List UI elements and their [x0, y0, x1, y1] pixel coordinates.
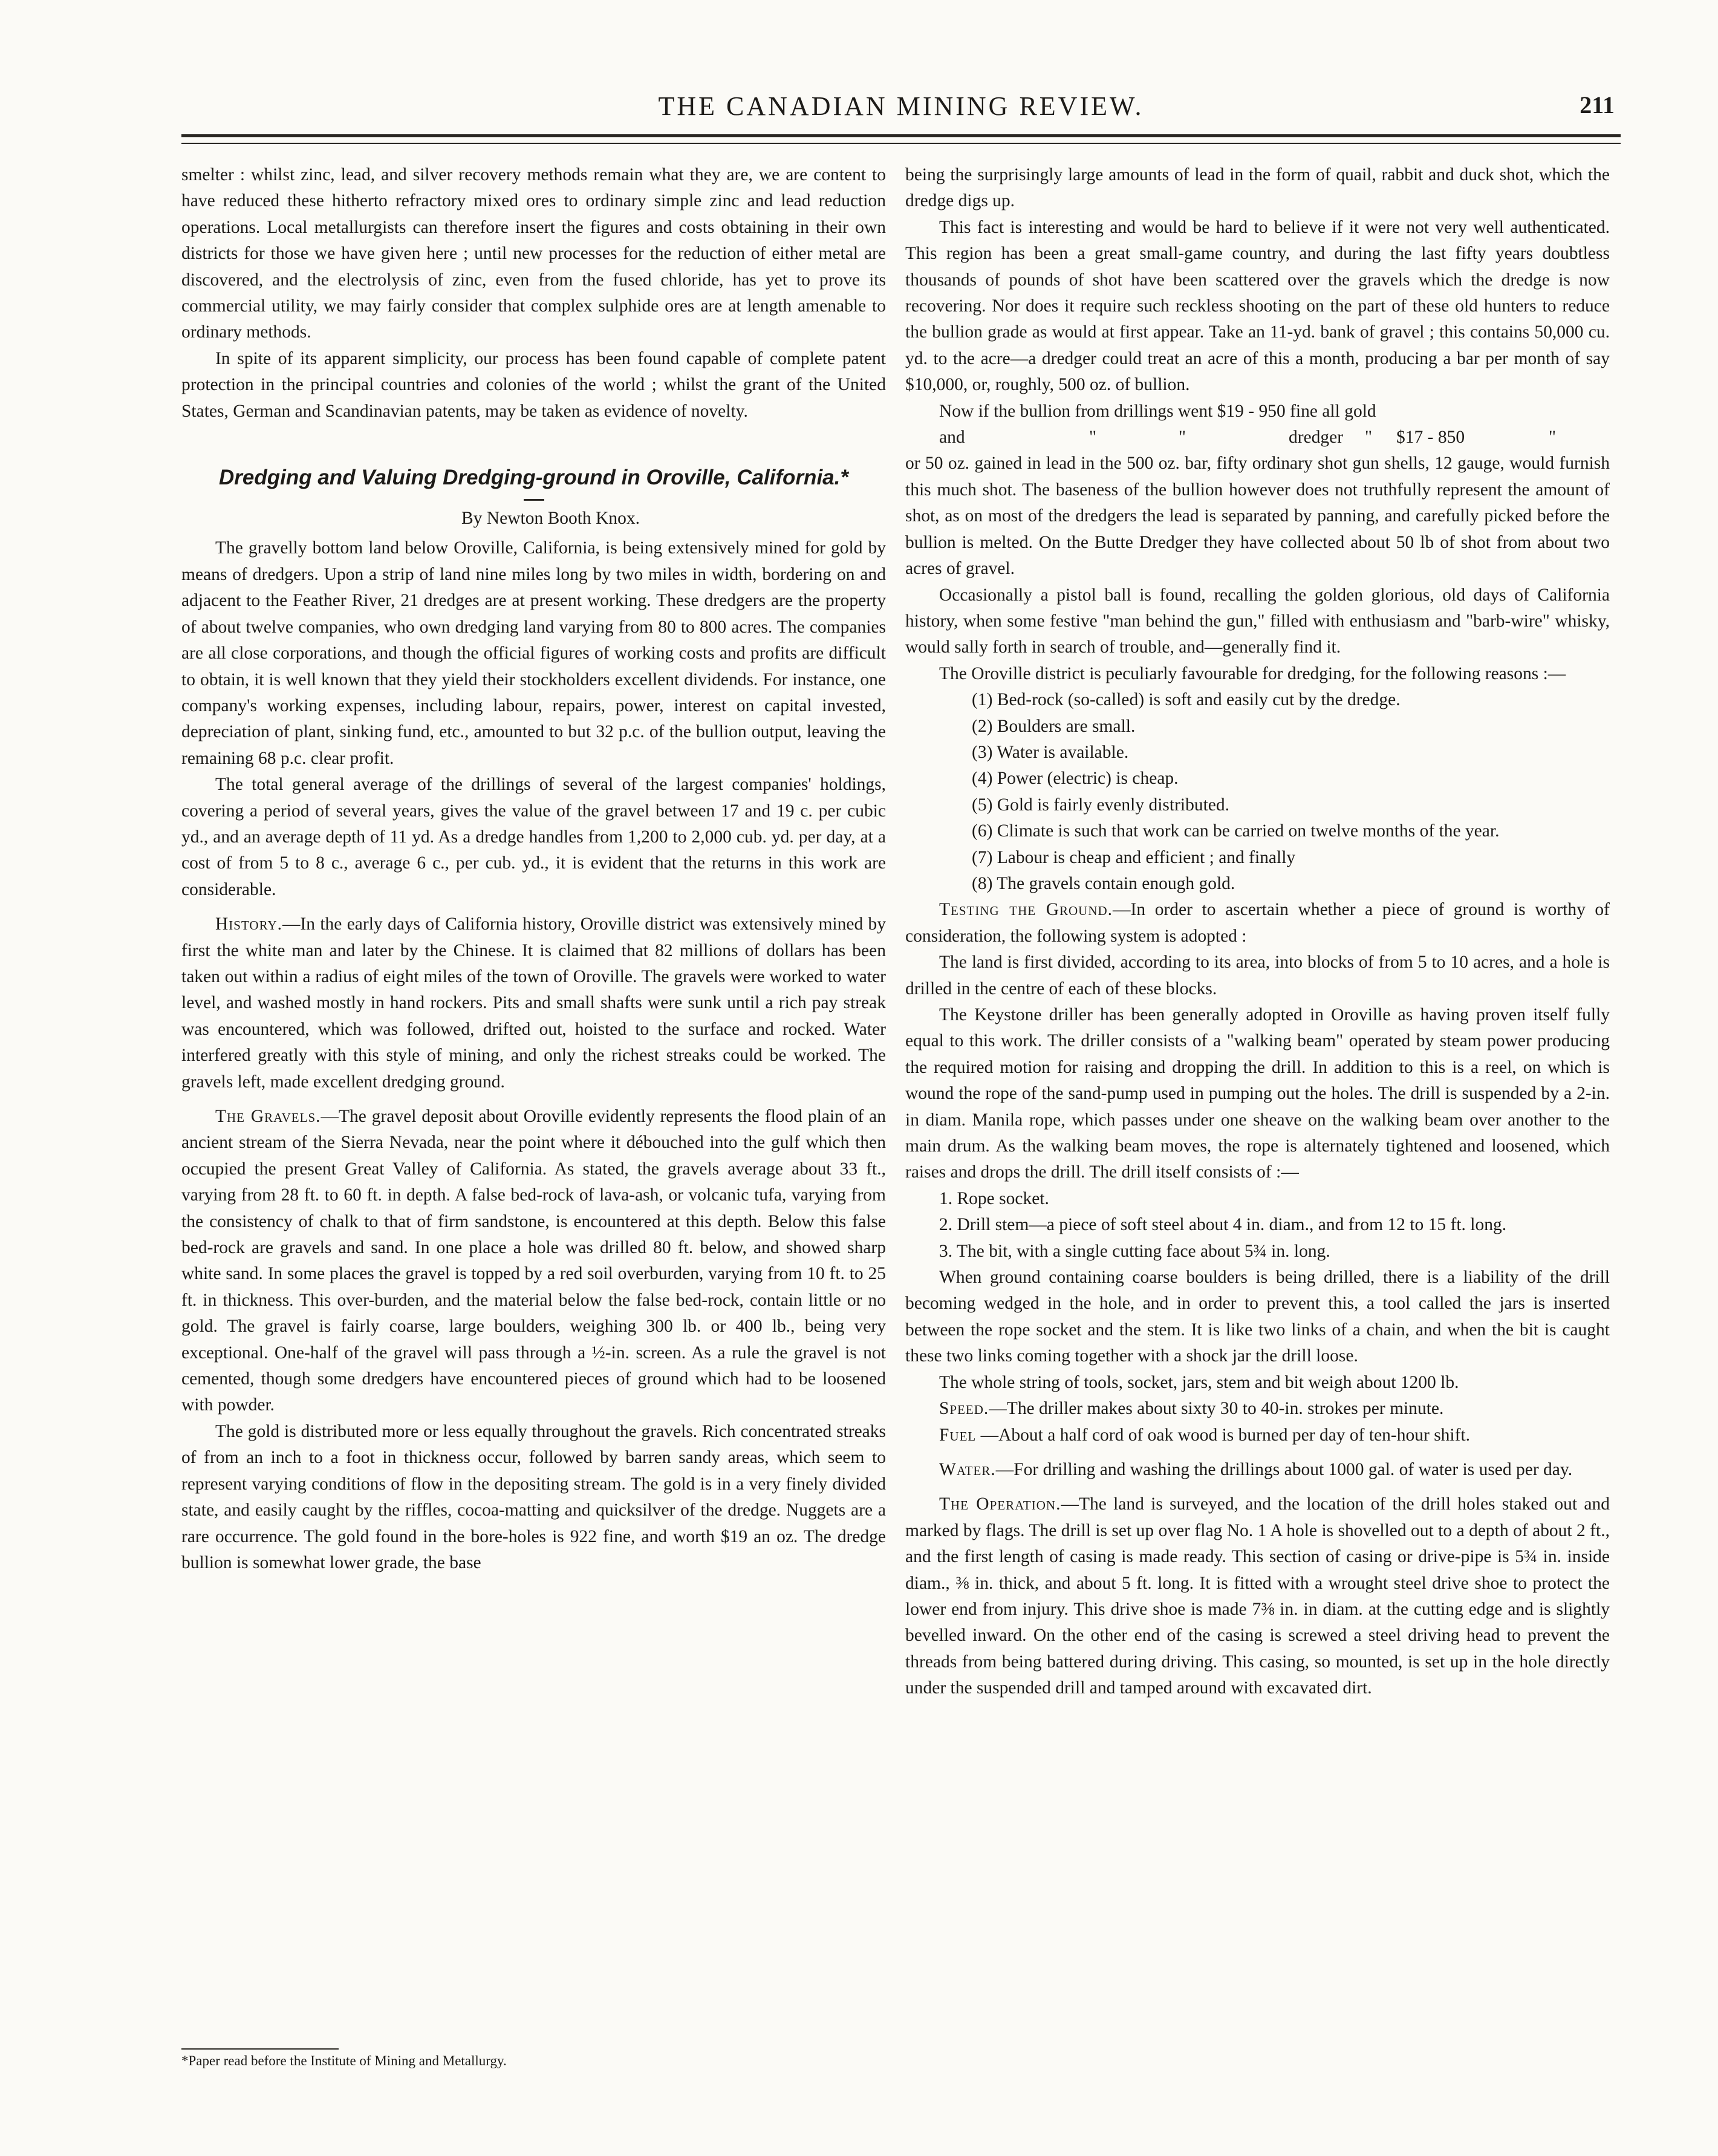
bullion-dredger: dredger: [1289, 428, 1344, 448]
ditto-mark: ": [1179, 428, 1186, 448]
list-item: (7) Labour is cheap and efficient ; and finally: [972, 847, 1296, 867]
footnote: *Paper read before the Institute of Mining and Metallurgy.: [181, 2053, 507, 2068]
ditto-mark: ": [1089, 428, 1097, 448]
ditto-mark: ": [1365, 428, 1373, 448]
footnote-rule: [181, 2048, 339, 2050]
paragraph-text: —The gravel deposit about Oroville evidently represents the flood plain of an ancient stream of the Sierra Nevada, near the point where it débouched into the gulf which then occupied the present Great Valley of California. As stated, the gravels average about 33 ft., varying from 28 ft. to 60 ft. in depth. A false bed-rock of lava-ash, or volcanic tufa, varying from the consistency of chalk to that of firm sandstone, is encountered at this depth. Below this false bed-rock are gravels and sand. In one place a hole was drilled 80 ft. below, and showed sharp white sand. In some places the gravel is topped by a red soil overburden, varying from 10 ft. to 25 ft. in thickness. This over-burden, and the material below the false bed-rock, contain little or no gold. The gravel is fairly coarse, large boulders, weighing 300 lb. or 400 lb., being very exceptional. One-half of the gravel will pass through a ½-in. screen. As a rule the gravel is not cemented, though some dredgers have encountered pieces of ground which had to be loosened with powder.: [181, 1107, 886, 1415]
paragraph-speed: [905, 1396, 1610, 1422]
paragraph-history: [181, 911, 886, 1095]
paragraph: When ground containing coarse boulders is being drilled, there is a liability of the drill becoming wedged in the hole, and in order to prevent this, a tool called the jars is inserted between the rope socket and the stem. It is like two links of a chain, and when the bit is caught these two links coming together with a shock jar the drill loose.: [905, 1268, 1610, 1366]
bullion-value: $17 - 850: [1396, 428, 1465, 448]
paragraph: The gold is distributed more or less equally throughout the gravels. Rich concentrated streaks of from an inch to a foot in thickness occur, followed by barren sandy areas, which seem to represent varying conditions of flow in the depositing stream. The gold is in a very finely divided state, and easily caught by the riffles, cocoa-matting and quicksilver of the dredge. Nuggets are a rare occurrence. The gold found in the bore-holes is 922 fine, and worth $19 an oz. The dredge bullion is somewhat lower grade, the base: [181, 1421, 886, 1572]
page-number: 211: [1580, 91, 1615, 119]
paragraph: In spite of its apparent simplicity, our process has been found capable of complete patent protection in the principal countries and colonies of the world ; whilst the grant of the United States, German and Scandinavian patents, may be taken as evidence of novelty.: [181, 348, 886, 421]
paragraph: The Keystone driller has been generally adopted in Oroville as having proven itself fully equal to this work. The driller consists of a "walking beam" operated by steam power producing the required motion for raising and dropping the drill. In addition to this is a reel, on which is wound the rope of the sand-pump used in pumping out the holes. The drill is suspended by a 2-in. in diam. Manila rope, which passes under one sheave on the walking beam over another to the main drum. As the walking beam moves, the rope is alternately tightened and loosened, which raises and drops the drill. The drill itself consists of :—: [905, 1005, 1610, 1182]
paragraph: smelter : whilst zinc, lead, and silver recovery methods remain what they are, we are content to have reduced these hitherto refractory mixed ores to ordinary simple zinc and lead reduction operations. Local metallurgists can therefore insert the figures and costs obtaining in their own districts for those we have given here ; until new processes for the reduction of either metal are discovered, and the electrolysis of zinc, even from the fused chloride, has yet to prove its commercial utility, we may fairly consider that complex sulphide ores are at length amenable to ordinary methods.: [181, 165, 886, 342]
list-item: 1. Rope socket.: [939, 1188, 1049, 1208]
paragraph-text: —In order to ascertain whether a piece of ground is worthy of consideration, the following system is adopted :: [905, 900, 1610, 946]
bullion-line: Now if the bullion from drillings went $19 - 950 fine all gold: [939, 401, 1376, 421]
list-item: (5) Gold is fairly evenly distributed.: [972, 795, 1230, 815]
list-item: 2. Drill stem—a piece of soft steel about 4 in. diam., and from 12 to 15 ft. long.: [939, 1215, 1507, 1235]
section-label-gravels: The Gravels.: [215, 1107, 321, 1126]
paragraph: Occasionally a pistol ball is found, recalling the golden glorious, old days of California history, when some festive "man behind the gun," filled with enthusiasm and "barb-wire" whisky, would sally forth in search of trouble, and—generally find it.: [905, 585, 1610, 657]
ditto-mark: ": [1549, 428, 1557, 448]
list-item: (3) Water is available.: [972, 742, 1129, 762]
paragraph-testing: [905, 897, 1610, 949]
paragraph: or 50 oz. gained in lead in the 500 oz. bar, fifty ordinary shot gun shells, 12 gauge, would furnish this much shot. The baseness of the bullion however does not truthfully represent the amount of shot, as on most of the dredgers the lead is separated by panning, and carefully picked before the bullion is melted. On the Butte Dredger they have collected about 50 lb of shot from about two acres of gravel.: [905, 454, 1610, 579]
paragraph: The total general average of the drillings of several of the largest companies' holdings, covering a period of several years, gives the value of the gravel between 17 and 19 c. per cubic yd., and an average depth of 11 yd. As a dredge handles from 1,200 to 2,000 cub. yd. per day, at a cost of from 5 to 8 c., average 6 c., per cub. yd., it is evident that the returns in this work are considerable.: [181, 775, 886, 899]
paragraph-water: [905, 1457, 1610, 1483]
list-item: (8) The gravels contain enough gold.: [972, 873, 1235, 893]
header-rule: [181, 134, 1621, 137]
paragraph: This fact is interesting and would be hard to believe if it were not very well authenticated. This region has been a great small-game country, and during the last fifty years doubtless thousands of pounds of shot have been scattered over the gravels which the dredge is now recovering. Nor does it require such reckless shooting on the part of these old hunters to reduce the bullion grade as would at first appear. Take an 11-yd. bank of gravel ; this contains 50,000 cu. yd. to the acre—a dredger could treat an acre of this a month, producing a bar per month of say $10,000, or, roughly, 500 oz. of bullion.: [905, 217, 1610, 395]
byline: By Newton Booth Knox.: [461, 509, 640, 529]
list-item: (4) Power (electric) is cheap.: [972, 769, 1179, 789]
right-column: [905, 162, 1610, 1702]
paragraph-operation: [905, 1491, 1610, 1701]
bullion-line-2: [905, 425, 1610, 451]
section-label-history: History.: [215, 914, 282, 934]
list-item: (6) Climate is such that work can be carried on twelve months of the year.: [972, 821, 1500, 841]
paragraph-gravels: [181, 1104, 886, 1419]
list-item: (1) Bed-rock (so-called) is soft and easily cut by the dredge.: [972, 690, 1401, 710]
header-rule-thin: [181, 143, 1621, 144]
paragraph: being the surprisingly large amounts of lead in the form of quail, rabbit and duck shot, which the dredge digs up.: [905, 165, 1610, 211]
paragraph-text: —About a half cord of oak wood is burned per day of ten-hour shift.: [976, 1425, 1471, 1445]
paragraph-text: —The driller makes about sixty 30 to 40-in. strokes per minute.: [989, 1399, 1444, 1419]
article-title: Dredging and Valuing Dredging-ground in Oroville, California.*: [219, 466, 848, 490]
bullion-and: and: [939, 428, 965, 448]
running-title: THE CANADIAN MINING REVIEW.: [658, 91, 1144, 121]
paragraph-fuel: [905, 1422, 1610, 1448]
paragraph-text: —For drilling and washing the drillings about 1000 gal. of water is used per day.: [995, 1459, 1573, 1479]
paragraph: The whole string of tools, socket, jars, stem and bit weigh about 1200 lb.: [939, 1372, 1459, 1392]
paragraph: The land is first divided, according to its area, into blocks of from 5 to 10 acres, and a hole is drilled in the centre of each of these blocks.: [905, 953, 1610, 998]
title-divider: [524, 499, 544, 501]
section-label-testing: Testing the Ground.: [939, 900, 1113, 920]
section-label-fuel: Fuel: [939, 1425, 977, 1445]
paragraph: The gravelly bottom land below Oroville, California, is being extensively mined for gold by means of dredgers. Upon a strip of land nine miles long by two miles in width, bordering on and adjacent to the Feather River, 21 dredges are at present working. These dredgers are the property of about twelve companies, who own dredging land varying from 80 to 800 acres. The companies are all close corporations, and though the official figures of working costs and profits are difficult to obtain, it is well known that they yield their stockholders excellent dividends. For instance, one company's working expenses, including labour, repairs, power, interest on capital invested, depreciation of plant, sinking fund, etc., amounted to but 32 p.c. of the bullion output, leaving the remaining 68 p.c. clear profit.: [181, 538, 886, 768]
left-column: [181, 162, 886, 1576]
section-label-operation: The Operation.: [939, 1494, 1061, 1514]
paragraph-text: —The land is surveyed, and the location of the drill holes staked out and marked by flags. The drill is set up over flag No. 1 A hole is shovelled out to a depth of about 2 ft., and the first length of casing is made ready. This section of casing or drive-pipe is 5¾ in. inside diam., ⅜ in. thick, and about 5 ft. long. It is fitted with a wrought steel drive shoe to protect the lower end from injury. This drive shoe is made 7⅜ in. in diam. at the cutting edge and is slightly bevelled inward. On the other end of the casing is screwed a steel driving head to prevent the threads from being battered during driving. This casing, so mounted, is set up in the hole directly under the suspended drill and tamped around with excavated dirt.: [905, 1494, 1610, 1698]
section-label-water: Water.: [939, 1459, 996, 1479]
paragraph: The Oroville district is peculiarly favourable for dredging, for the following reasons :—: [939, 663, 1566, 683]
list-item: (2) Boulders are small.: [972, 716, 1136, 736]
list-item: 3. The bit, with a single cutting face about 5¾ in. long.: [939, 1241, 1330, 1261]
paragraph-text: —In the early days of California history, Oroville district was extensively mined by first the white man and later by the Chinese. It is claimed that 82 millions of dollars has been taken out within a radius of eight miles of the town of Oroville. The gravels were worked to water level, and washed mostly in hand rockers. Pits and small shafts were sunk until a rich pay streak was encountered, which was followed, drifted out, hoisted to the surface and rocked. Water interfered greatly with this style of mining, and only the richest streaks could be worked. The gravels left, made excellent dredging ground.: [181, 914, 886, 1092]
section-label-speed: Speed.: [939, 1399, 989, 1419]
